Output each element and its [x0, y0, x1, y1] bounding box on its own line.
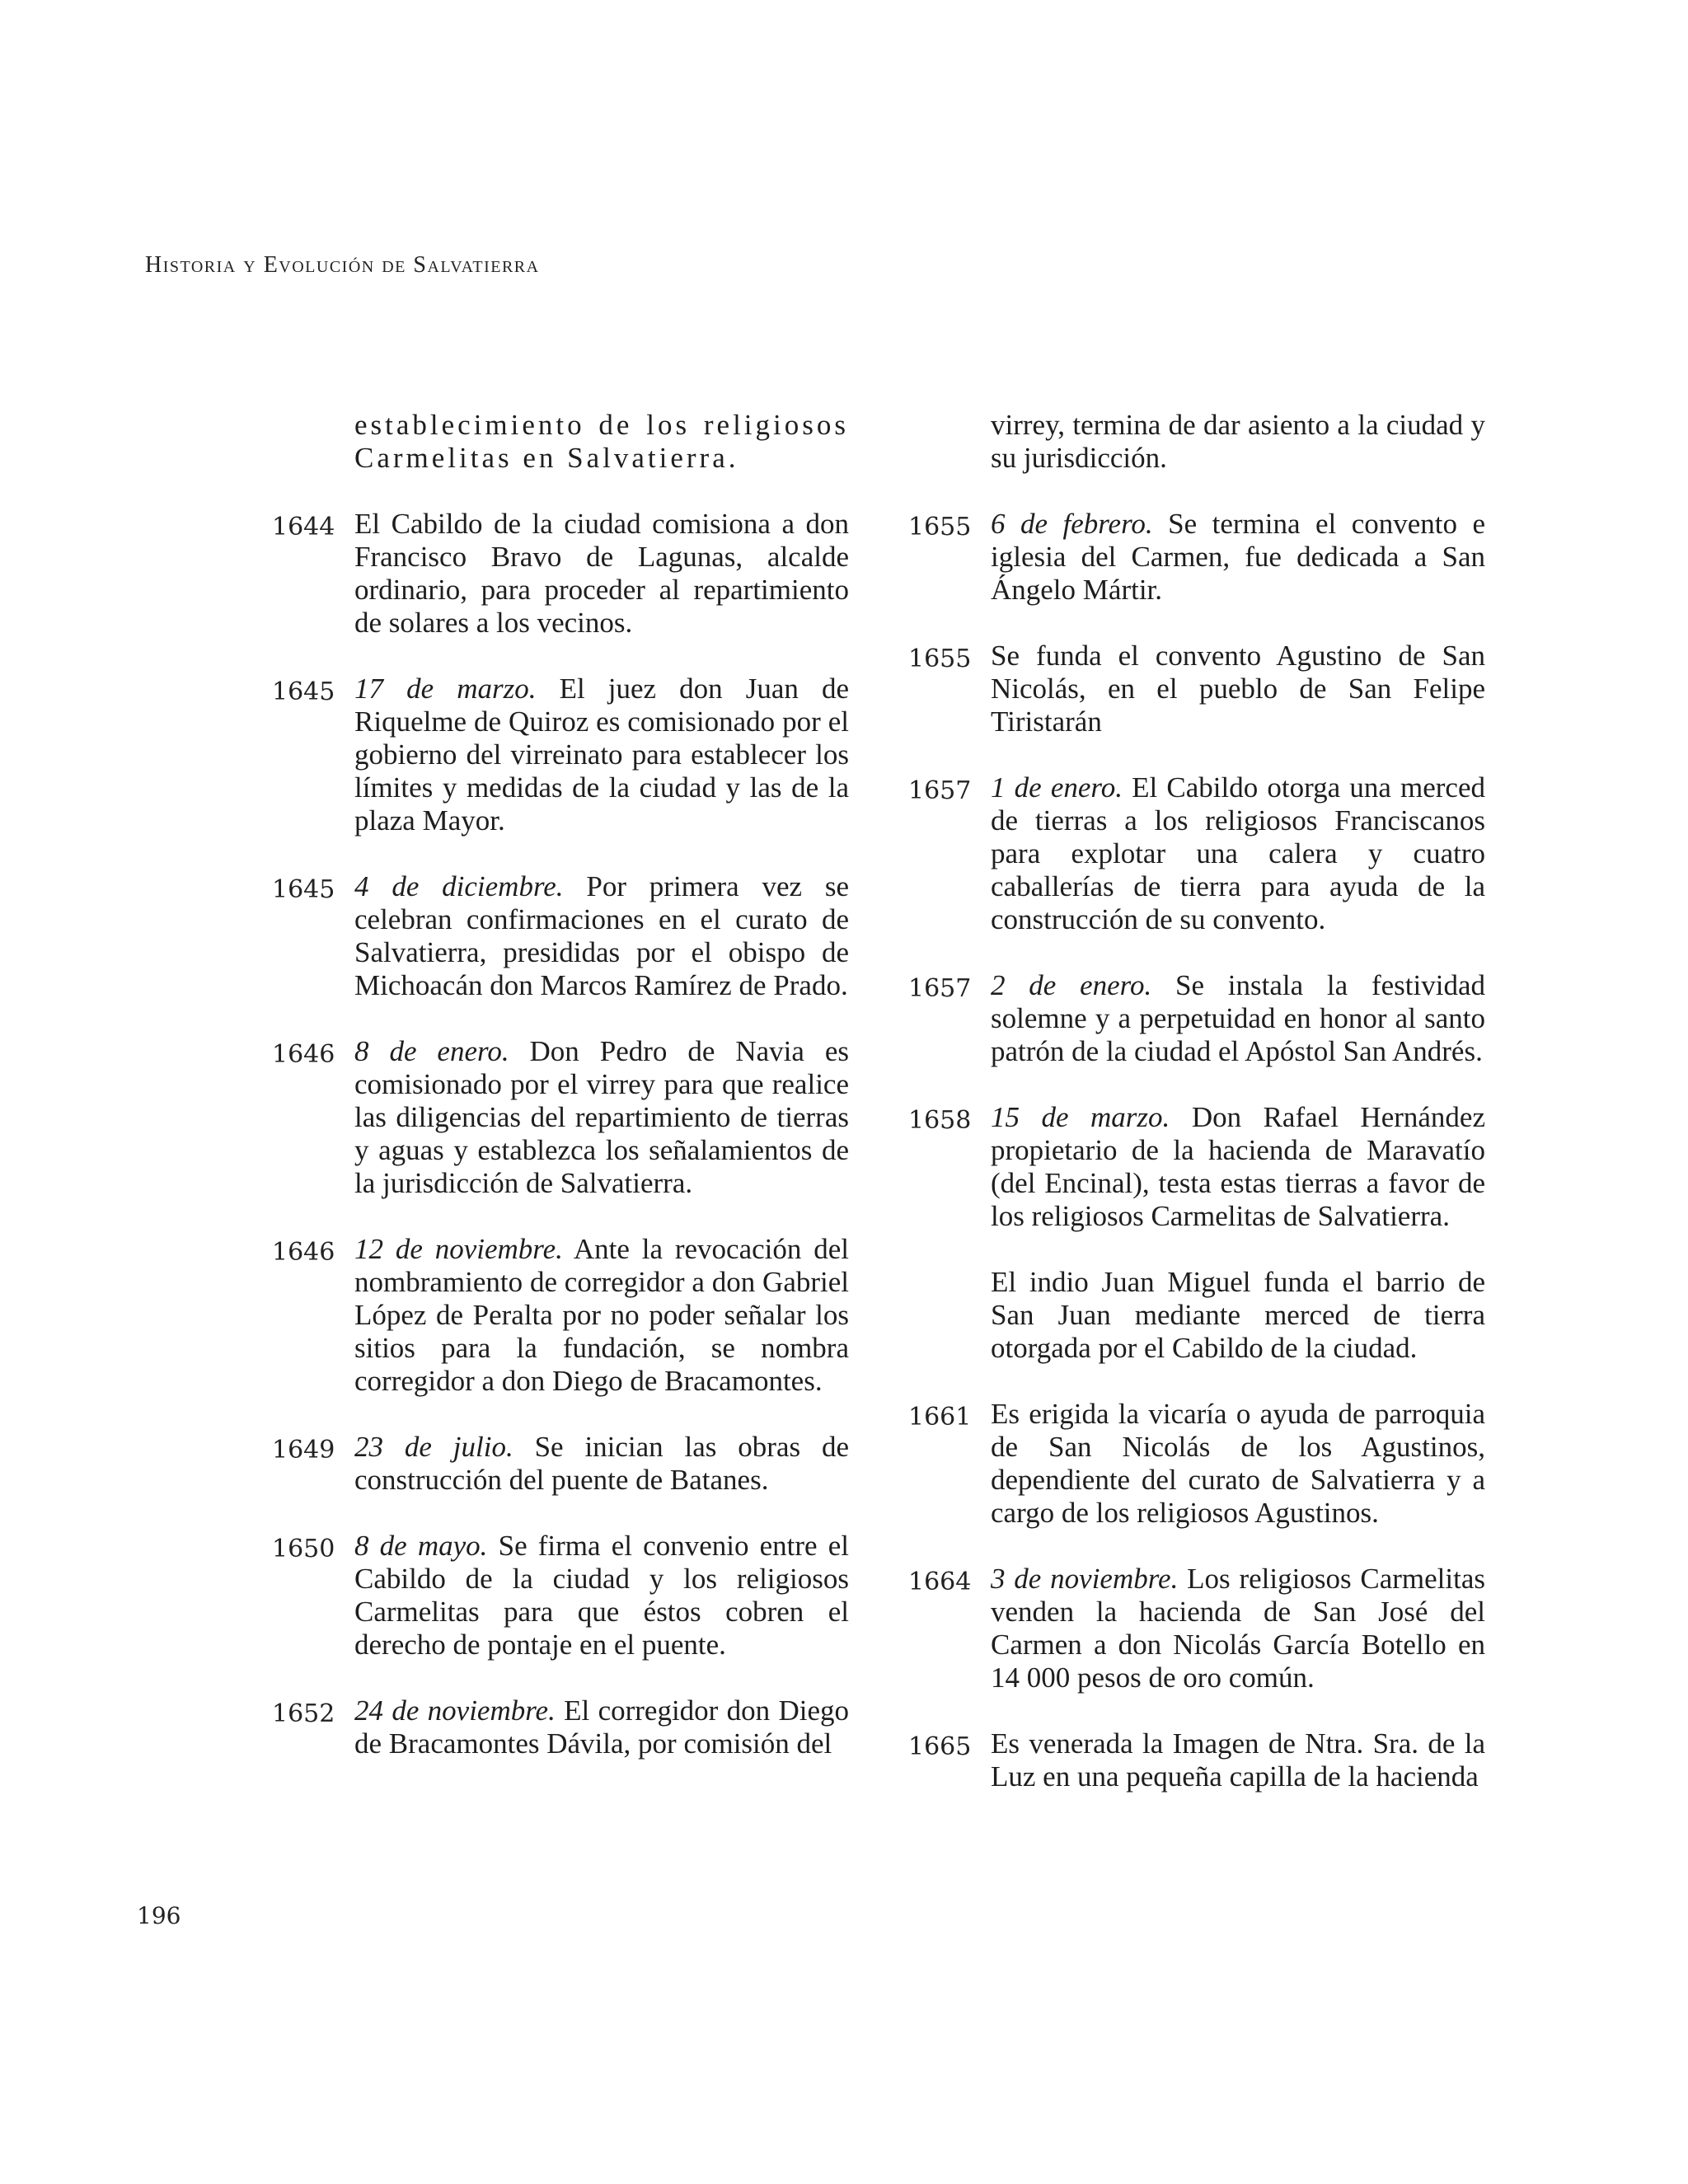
- entry-text: [991, 409, 1485, 475]
- entry-description: Se inician las obras de construcción del puente de Batanes.: [354, 1431, 850, 1496]
- entry-text: [354, 1431, 849, 1497]
- entry-text: [991, 1563, 1485, 1694]
- entry-year: 1655: [908, 513, 972, 541]
- entry-text: [991, 508, 1485, 607]
- entry-year: 1646: [272, 1238, 335, 1267]
- entry-year: 1649: [272, 1436, 335, 1465]
- chronology-entry: [272, 1530, 898, 1661]
- entry-description: El Cabildo otorga una merced de tierras a los religiosos Franciscanos para explotar una calera y cuatro caballerías de tierra para ayuda de la construcción de su convento.: [991, 771, 1485, 935]
- entry-description: Se firma el convenio entre el Cabildo de la ciudad y los religiosos Carmelitas para que éstos cobren el derecho de pontaje en el puente.: [354, 1530, 849, 1661]
- chronology-entry: [272, 870, 898, 1002]
- entry-date: 2 de enero.: [991, 969, 1152, 1001]
- entry-year: [908, 1266, 991, 1269]
- left-column: [272, 409, 898, 1793]
- chronology-entry: [272, 1035, 898, 1200]
- chronology-entry: [272, 1431, 898, 1497]
- entry-text: [991, 640, 1485, 738]
- entry-description: El Cabildo de la ciudad comisiona a don Francisco Bravo de Lagunas, alcalde ordinario, para proceder al repartimiento de solares a los vecinos.: [354, 508, 849, 639]
- entry-description: virrey, termina de dar asiento a la ciudad y su jurisdicción.: [991, 409, 1485, 474]
- entry-text: [354, 870, 849, 1002]
- entry-description: Los religiosos Carmelitas venden la hacienda de San José del Carmen a don Nicolás García Botello en 14 000 pesos de oro común.: [991, 1563, 1485, 1694]
- chronology-entry: [272, 409, 898, 475]
- chronology-entry: [272, 1694, 898, 1760]
- entry-year: 1665: [908, 1732, 972, 1761]
- entry-year: 1657: [908, 974, 972, 1003]
- entry-description: Por primera vez se celebran confirmaciones en el curato de Salvatierra, presididas por el obispo de Michoacán don Marcos Ramírez de Prado.: [354, 870, 849, 1001]
- entry-description: El corregidor don Diego de Bracamontes Dávila, por comisión del: [354, 1694, 849, 1760]
- chronology-entry: [272, 673, 898, 837]
- right-column: [908, 409, 1535, 1826]
- entry-text: [354, 1694, 849, 1760]
- entry-text: [991, 1398, 1485, 1530]
- entry-text: [354, 1035, 849, 1200]
- chronology-entry: [908, 1727, 1535, 1793]
- entry-year: 1644: [272, 513, 335, 541]
- chronology-entry: [908, 1101, 1535, 1233]
- chronology-entry: [272, 508, 898, 640]
- entry-description: Don Pedro de Navia es comisionado por el virrey para que realice las diligencias del repartimiento de tierras y aguas y establezca los señalamientos de la jurisdicción de Salvatierra.: [354, 1035, 849, 1199]
- entry-year: 1650: [272, 1535, 335, 1563]
- running-title: Historia y Evolución de Salvatierra: [145, 252, 540, 278]
- entry-description: El indio Juan Miguel funda el barrio de San Juan mediante merced de tierra otorgada por el Cabildo de la ciudad.: [991, 1266, 1485, 1364]
- entry-date: 12 de noviembre.: [354, 1233, 563, 1265]
- entry-year: 1645: [272, 875, 335, 904]
- entry-description: Don Rafael Hernández propietario de la hacienda de Maravatío (del Encinal), testa estas tierras a favor de los religiosos Carmelitas de Salvatierra.: [991, 1101, 1485, 1232]
- chronology-entry: [908, 969, 1535, 1068]
- entry-year: 1645: [272, 677, 335, 706]
- entry-date: 23 de julio.: [354, 1431, 513, 1463]
- entry-text: [354, 673, 849, 837]
- chronology-entry: [908, 1398, 1535, 1530]
- entry-year: 1646: [272, 1040, 335, 1069]
- entry-date: 24 de noviembre.: [354, 1694, 556, 1727]
- entry-description: El juez don Juan de Riquelme de Quiroz es comisionado por el gobierno del virreinato para establecer los límites y medidas de la ciudad y las de la plaza Mayor.: [354, 673, 850, 837]
- entry-text: [354, 1233, 849, 1398]
- entry-year: 1661: [908, 1403, 972, 1432]
- entry-description: Se funda el convento Agustino de San Nicolás, en el pueblo de San Felipe Tiristarán: [991, 640, 1485, 738]
- entry-date: 6 de febrero.: [991, 508, 1153, 540]
- entry-description: Es venerada la Imagen de Ntra. Sra. de la Luz en una pequeña capilla de la hacienda: [991, 1727, 1485, 1793]
- entry-year: 1664: [908, 1568, 972, 1596]
- entry-description: Se termina el convento e iglesia del Carmen, fue dedicada a San Ángelo Mártir.: [991, 508, 1485, 606]
- entry-description: establecimiento de los religiosos Carmelitas en Salvatierra.: [354, 409, 849, 474]
- entry-text: [991, 771, 1485, 936]
- entry-text: [354, 1530, 849, 1661]
- chronology-entry: [908, 1266, 1535, 1365]
- entry-text: [991, 1266, 1485, 1365]
- chronology-entry: [908, 409, 1535, 475]
- entry-year: 1657: [908, 776, 972, 805]
- entry-description: Ante la revocación del nombramiento de corregidor a don Gabriel López de Peralta por no poder señalar los sitios para la fundación, se nombra corregidor a don Diego de Bracamontes.: [354, 1233, 849, 1397]
- entry-text: [354, 409, 849, 475]
- entry-date: 8 de mayo.: [354, 1530, 488, 1562]
- entry-year: [272, 409, 354, 412]
- entry-date: 15 de marzo.: [991, 1101, 1170, 1133]
- chronology-entry: [908, 771, 1535, 936]
- entry-text: [991, 1101, 1485, 1233]
- entry-year: 1652: [272, 1699, 335, 1728]
- entry-text: [354, 508, 849, 640]
- chronology-entry: [908, 508, 1535, 607]
- entry-date: 3 de noviembre.: [991, 1563, 1179, 1595]
- entry-date: 4 de diciembre.: [354, 870, 564, 902]
- entry-text: [991, 1727, 1485, 1793]
- page-number: 196: [137, 1902, 181, 1929]
- entry-year: 1655: [908, 644, 972, 673]
- entry-description: Es erigida la vicaría o ayuda de parroquia de San Nicolás de los Agustinos, dependiente del curato de Salvatierra y a cargo de los religiosos Agustinos.: [991, 1398, 1485, 1529]
- entry-year: 1658: [908, 1106, 972, 1135]
- entry-text: [991, 969, 1485, 1068]
- entry-date: 17 de marzo.: [354, 673, 537, 705]
- chronology-entry: [908, 640, 1535, 738]
- chronology-entry: [908, 1563, 1535, 1694]
- entry-date: 8 de enero.: [354, 1035, 509, 1067]
- entry-date: 1 de enero.: [991, 771, 1123, 804]
- entry-description: Se instala la festividad solemne y a perpetuidad en honor al santo patrón de la ciudad el Apóstol San Andrés.: [991, 969, 1485, 1067]
- entry-year: [908, 409, 991, 412]
- chronology-entry: [272, 1233, 898, 1398]
